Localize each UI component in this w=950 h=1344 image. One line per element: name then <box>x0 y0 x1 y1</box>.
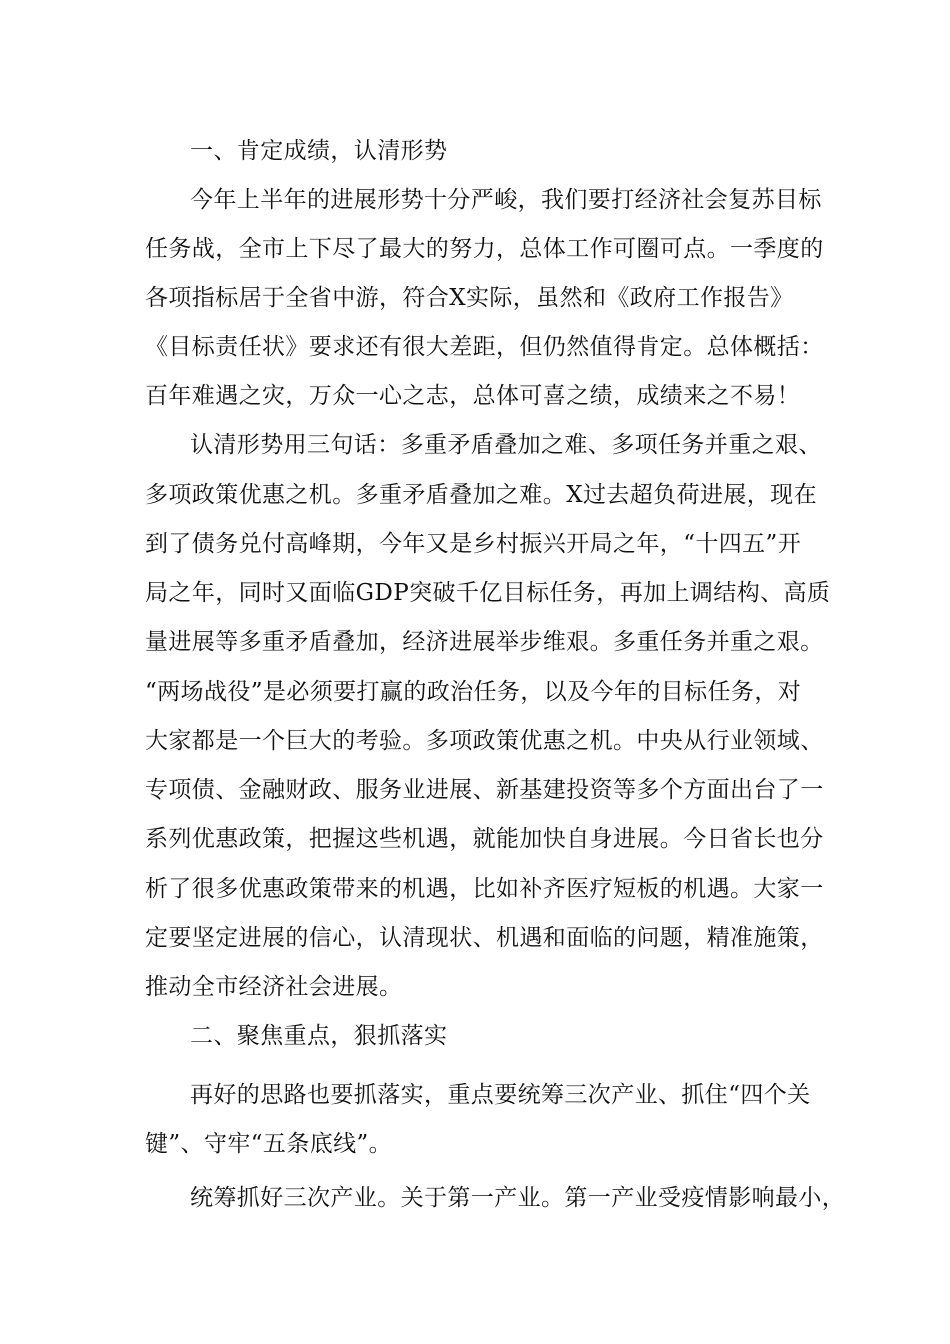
paragraph-line: 各项指标居于全省中游，符合X实际，虽然和《政府工作报告》 <box>145 285 794 311</box>
paragraph-line: 局之年，同时又面临GDP突破千亿目标任务，再加上调结构、高质 <box>145 580 831 606</box>
paragraph-line: 大家都是一个巨大的考验。多项政策优惠之机。中央从行业领域、 <box>145 728 824 754</box>
paragraph-line: 再好的思路也要抓落实，重点要统筹三次产业、抓住“四个关 <box>190 1082 811 1108</box>
paragraph-line: 析了很多优惠政策带来的机遇，比如补齐医疗短板的机遇。大家一 <box>145 876 824 902</box>
paragraph-line: 多项政策优惠之机。多重矛盾叠加之难。X过去超负荷进展，现在 <box>145 482 817 508</box>
paragraph-line: 百年难遇之灾，万众一心之志，总体可喜之绩，成绩来之不易！ <box>145 383 801 409</box>
section-heading-1: 一、肯定成绩，认清形势 <box>190 138 448 164</box>
paragraph-line: 《目标责任状》要求还有很大差距，但仍然值得肯定。总体概括： <box>145 334 824 360</box>
paragraph-line: 到了债务兑付高峰期，今年又是乡村振兴开局之年，“十四五”开 <box>145 531 802 557</box>
paragraph-line: 统筹抓好三次产业。关于第一产业。第一产业受疫情影响最小， <box>190 1185 846 1211</box>
paragraph-line: 专项债、金融财政、服务业进展、新基建投资等多个方面出台了一 <box>145 777 824 803</box>
paragraph-line: “两场战役”是必须要打赢的政治任务，以及今年的目标任务，对 <box>145 679 802 705</box>
paragraph-line: 量进展等多重矛盾叠加，经济进展举步维艰。多重任务并重之艰。 <box>145 629 824 655</box>
paragraph-line: 任务战，全市上下尽了最大的努力，总体工作可圈可点。一季度的 <box>145 236 824 262</box>
paragraph-line: 认清形势用三句话：多重矛盾叠加之难、多项任务并重之艰、 <box>190 432 822 458</box>
paragraph-line: 定要坚定进展的信心，认清现状、机遇和面临的问题，精准施策， <box>145 925 824 951</box>
paragraph-line: 键”、守牢“五条底线”。 <box>145 1131 393 1157</box>
paragraph-line: 推动全市经济社会进展。 <box>145 974 403 1000</box>
section-heading-2: 二、聚焦重点，狠抓落实 <box>190 1023 448 1049</box>
paragraph-line: 今年上半年的进展形势十分严峻，我们要打经济社会复苏目标 <box>190 187 822 213</box>
paragraph-line: 系列优惠政策，把握这些机遇，就能加快自身进展。今日省长也分 <box>145 826 824 852</box>
